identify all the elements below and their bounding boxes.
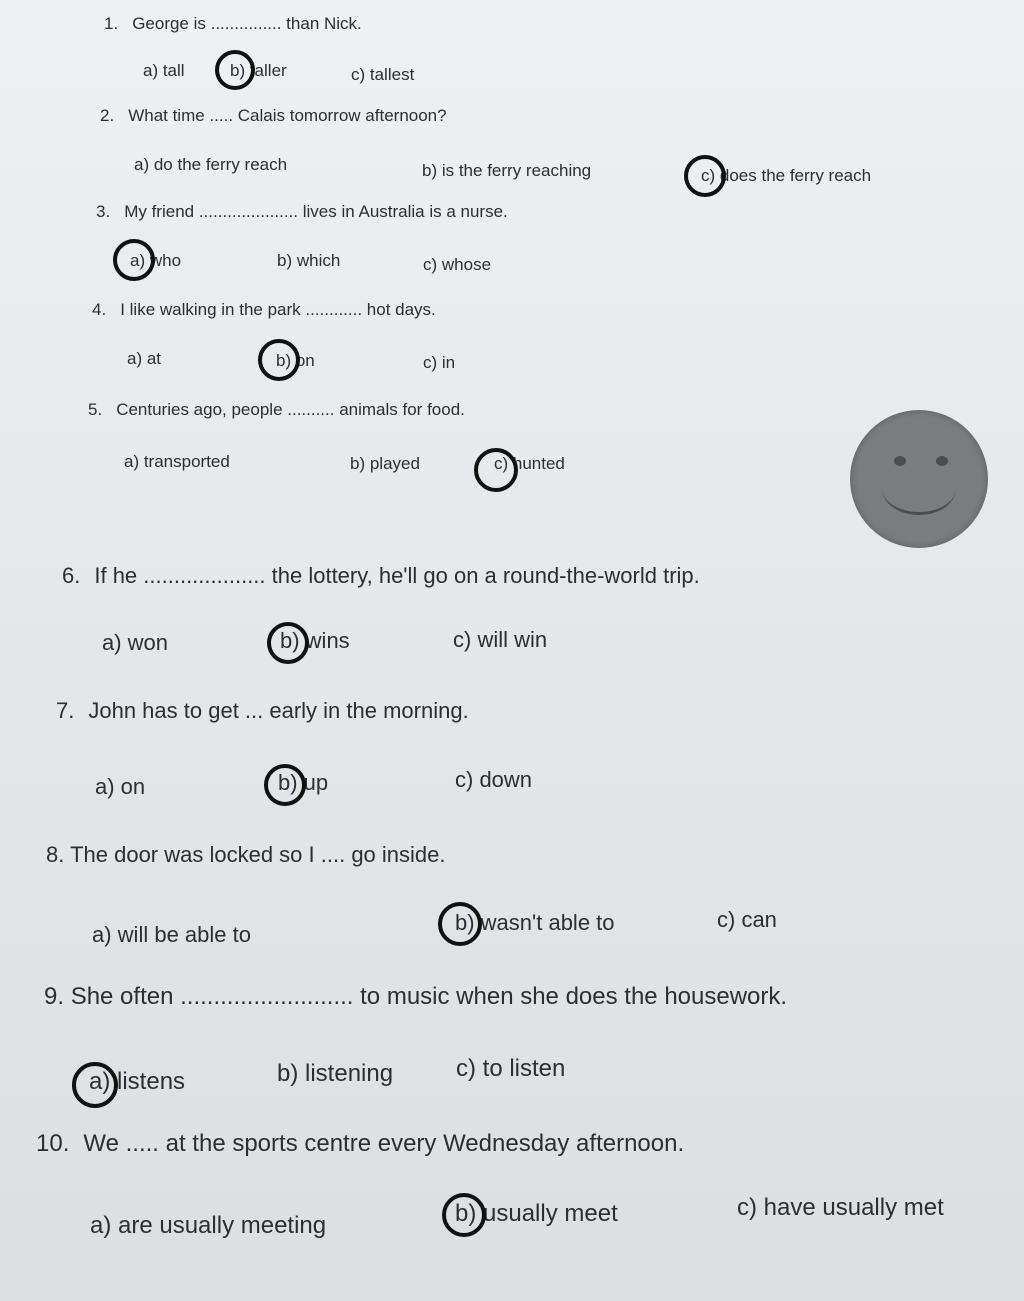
- answer-circle: [442, 1193, 486, 1237]
- option-b[interactable]: b) listening: [277, 1060, 394, 1087]
- question-4: [92, 300, 436, 320]
- answer-circle: [258, 339, 300, 381]
- answer-circle: [72, 1062, 118, 1108]
- smiley-face-icon: [850, 410, 988, 548]
- question-number: 3.: [96, 202, 111, 221]
- answer-circle: [264, 764, 306, 806]
- option-b[interactable]: b) usually meet: [455, 1200, 618, 1227]
- option-c[interactable]: c) to listen: [456, 1055, 566, 1082]
- option-a[interactable]: a) will be able to: [92, 922, 251, 947]
- question-6: [62, 563, 700, 589]
- option-c[interactable]: c) whose: [423, 255, 492, 274]
- option-b[interactable]: b) which: [277, 251, 341, 270]
- question-text: George is ............... than Nick.: [132, 14, 362, 33]
- option-a[interactable]: a) are usually meeting: [90, 1212, 327, 1239]
- option-a[interactable]: a) tall: [143, 61, 185, 80]
- option-b[interactable]: b) taller: [230, 61, 287, 80]
- option-a[interactable]: a) on: [95, 774, 146, 799]
- option-c[interactable]: c) down: [455, 767, 533, 792]
- question-2: [100, 106, 447, 126]
- question-1: [104, 14, 362, 34]
- question-text: We ..... at the sports centre every Wednesday afternoon.: [83, 1130, 685, 1157]
- question-10: [36, 1130, 684, 1158]
- option-b[interactable]: b) wasn't able to: [455, 910, 615, 935]
- option-a[interactable]: a) who: [130, 251, 182, 270]
- question-text: What time ..... Calais tomorrow afternoon?: [128, 106, 447, 125]
- option-c[interactable]: c) will win: [453, 627, 548, 652]
- question-text: John has to get ... early in the morning.: [88, 698, 469, 723]
- question-9: [44, 983, 787, 1011]
- question-text: Centuries ago, people .......... animals for food.: [116, 400, 465, 419]
- answer-circle: [684, 155, 726, 197]
- option-a[interactable]: a) at: [127, 349, 162, 368]
- option-b[interactable]: b) on: [276, 351, 315, 370]
- question-number: 10.: [36, 1130, 70, 1157]
- option-b[interactable]: b) up: [278, 770, 329, 795]
- option-c[interactable]: c) can: [717, 907, 777, 932]
- option-a[interactable]: a) transported: [124, 452, 230, 471]
- answer-circle: [215, 50, 255, 90]
- question-text: The door was locked so I .... go inside.: [70, 842, 446, 867]
- question-7: [56, 698, 469, 724]
- question-3: [96, 202, 508, 222]
- question-number: 9.: [44, 983, 65, 1010]
- question-number: 2.: [100, 106, 115, 125]
- option-b[interactable]: b) played: [350, 454, 420, 473]
- question-number: 7.: [56, 698, 75, 723]
- option-c[interactable]: c) in: [423, 353, 456, 372]
- option-c[interactable]: c) have usually met: [737, 1194, 944, 1221]
- option-a[interactable]: a) do the ferry reach: [134, 155, 288, 174]
- question-text: She often .......................... to music when she does the housework.: [70, 983, 788, 1010]
- question-text: I like walking in the park ............ hot days.: [120, 300, 436, 319]
- question-number: 4.: [92, 300, 107, 319]
- option-c[interactable]: c) does the ferry reach: [701, 166, 872, 185]
- option-c[interactable]: c) tallest: [351, 65, 415, 84]
- question-number: 5.: [88, 400, 103, 419]
- question-8: [46, 842, 446, 868]
- option-a[interactable]: a) won: [102, 630, 169, 655]
- option-b[interactable]: b) wins: [280, 628, 350, 653]
- question-number: 1.: [104, 14, 119, 33]
- option-c[interactable]: c) hunted: [494, 454, 565, 473]
- question-text: My friend ..................... lives in Australia is a nurse.: [124, 202, 508, 221]
- smiley-mouth: [882, 462, 956, 515]
- answer-circle: [267, 622, 309, 664]
- answer-circle: [438, 902, 482, 946]
- answer-circle: [113, 239, 155, 281]
- question-5: [88, 400, 465, 420]
- question-number: 6.: [62, 563, 81, 588]
- option-b[interactable]: b) is the ferry reaching: [422, 161, 592, 180]
- answer-circle: [474, 448, 518, 492]
- option-a[interactable]: a) listens: [89, 1068, 186, 1095]
- question-text: If he .................... the lottery, he'll go on a round-the-world trip.: [94, 563, 700, 588]
- question-number: 8.: [46, 842, 65, 867]
